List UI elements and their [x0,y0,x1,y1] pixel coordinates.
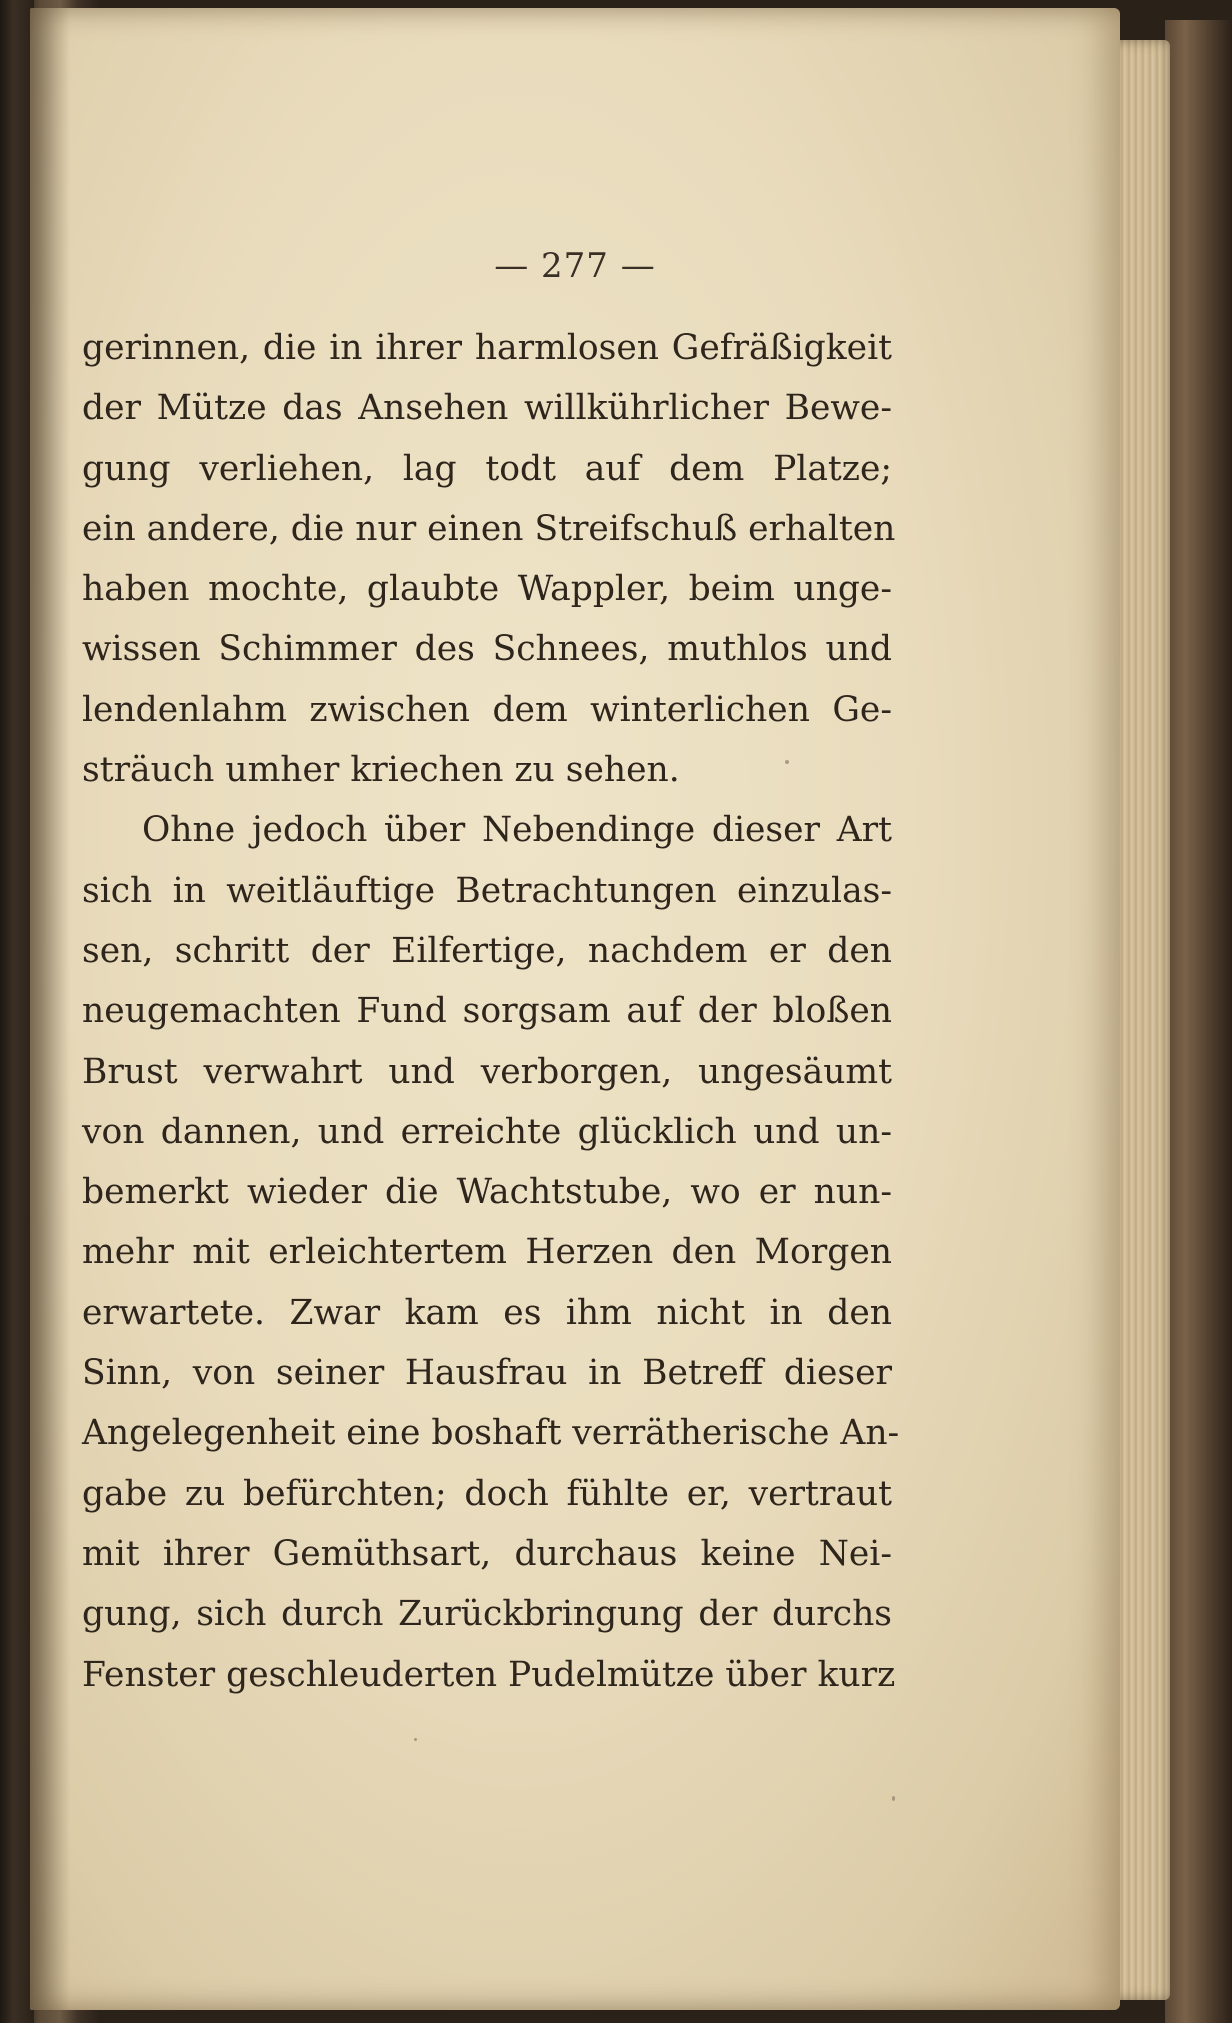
text-line: Angelegenheit eine boshaft verrätherische An- [82,1413,900,1454]
text-line: neugemachten Fund sorgsam auf der bloßen [82,991,892,1032]
text-line: Fenster geschleuderten Pudelmütze über kurz [82,1654,896,1695]
paper-speck [892,1796,895,1801]
body-text [82,318,900,1705]
paper-speck [414,1738,417,1741]
text-line: erwartete. Zwar kam es ihm nicht in den [82,1292,892,1333]
text-line: bemerkt wieder die Wachtstube, wo er nun- [82,1172,892,1213]
text-line: gung, sich durch Zurückbringung der durchs [82,1594,892,1635]
text-line: Sinn, von seiner Hausfrau in Betreff dieser [82,1353,892,1394]
page-number: — 277 — [494,246,656,286]
text-line: sen, schritt der Eilfertige, nachdem er den [82,930,892,971]
text-line: Brust verwahrt und verborgen, ungesäumt [82,1051,892,1092]
text-line: gerinnen, die in ihrer harmlosen Gefräßigkeit [82,328,892,368]
paragraph-start-line: Ohne jedoch über Nebendinge dieser Art [142,810,892,851]
text-line: wissen Schimmer des Schnees, muthlos und [82,629,892,670]
book-page [30,8,1120,2010]
text-line: haben mochte, glaubte Wappler, beim unge- [82,569,892,610]
text-line: mit ihrer Gemüthsart, durchaus keine Nei- [82,1533,892,1574]
text-line: gung verliehen, lag todt auf dem Platze; [82,448,892,489]
book-cover-edge [1165,20,1232,2023]
text-line: von dannen, und erreichte glücklich und un- [82,1111,892,1152]
text-line: gabe zu befürchten; doch fühlte er, vertraut [82,1473,892,1514]
text-line: lendenlahm zwischen dem winterlichen Ge- [82,689,892,730]
paper-speck [785,760,789,764]
text-line: mehr mit erleichtertem Herzen den Morgen [82,1232,892,1273]
paragraph-end-line: sträuch umher kriechen zu sehen. [82,750,680,791]
gutter-shadow [30,8,70,2010]
binding-edge [0,0,34,2023]
text-line: sich in weitläuftige Betrachtungen einzulas- [82,870,892,911]
text-line: der Mütze das Ansehen willkührlicher Bewe- [82,388,892,429]
text-line: ein andere, die nur einen Streifschuß erhalten [82,508,896,549]
